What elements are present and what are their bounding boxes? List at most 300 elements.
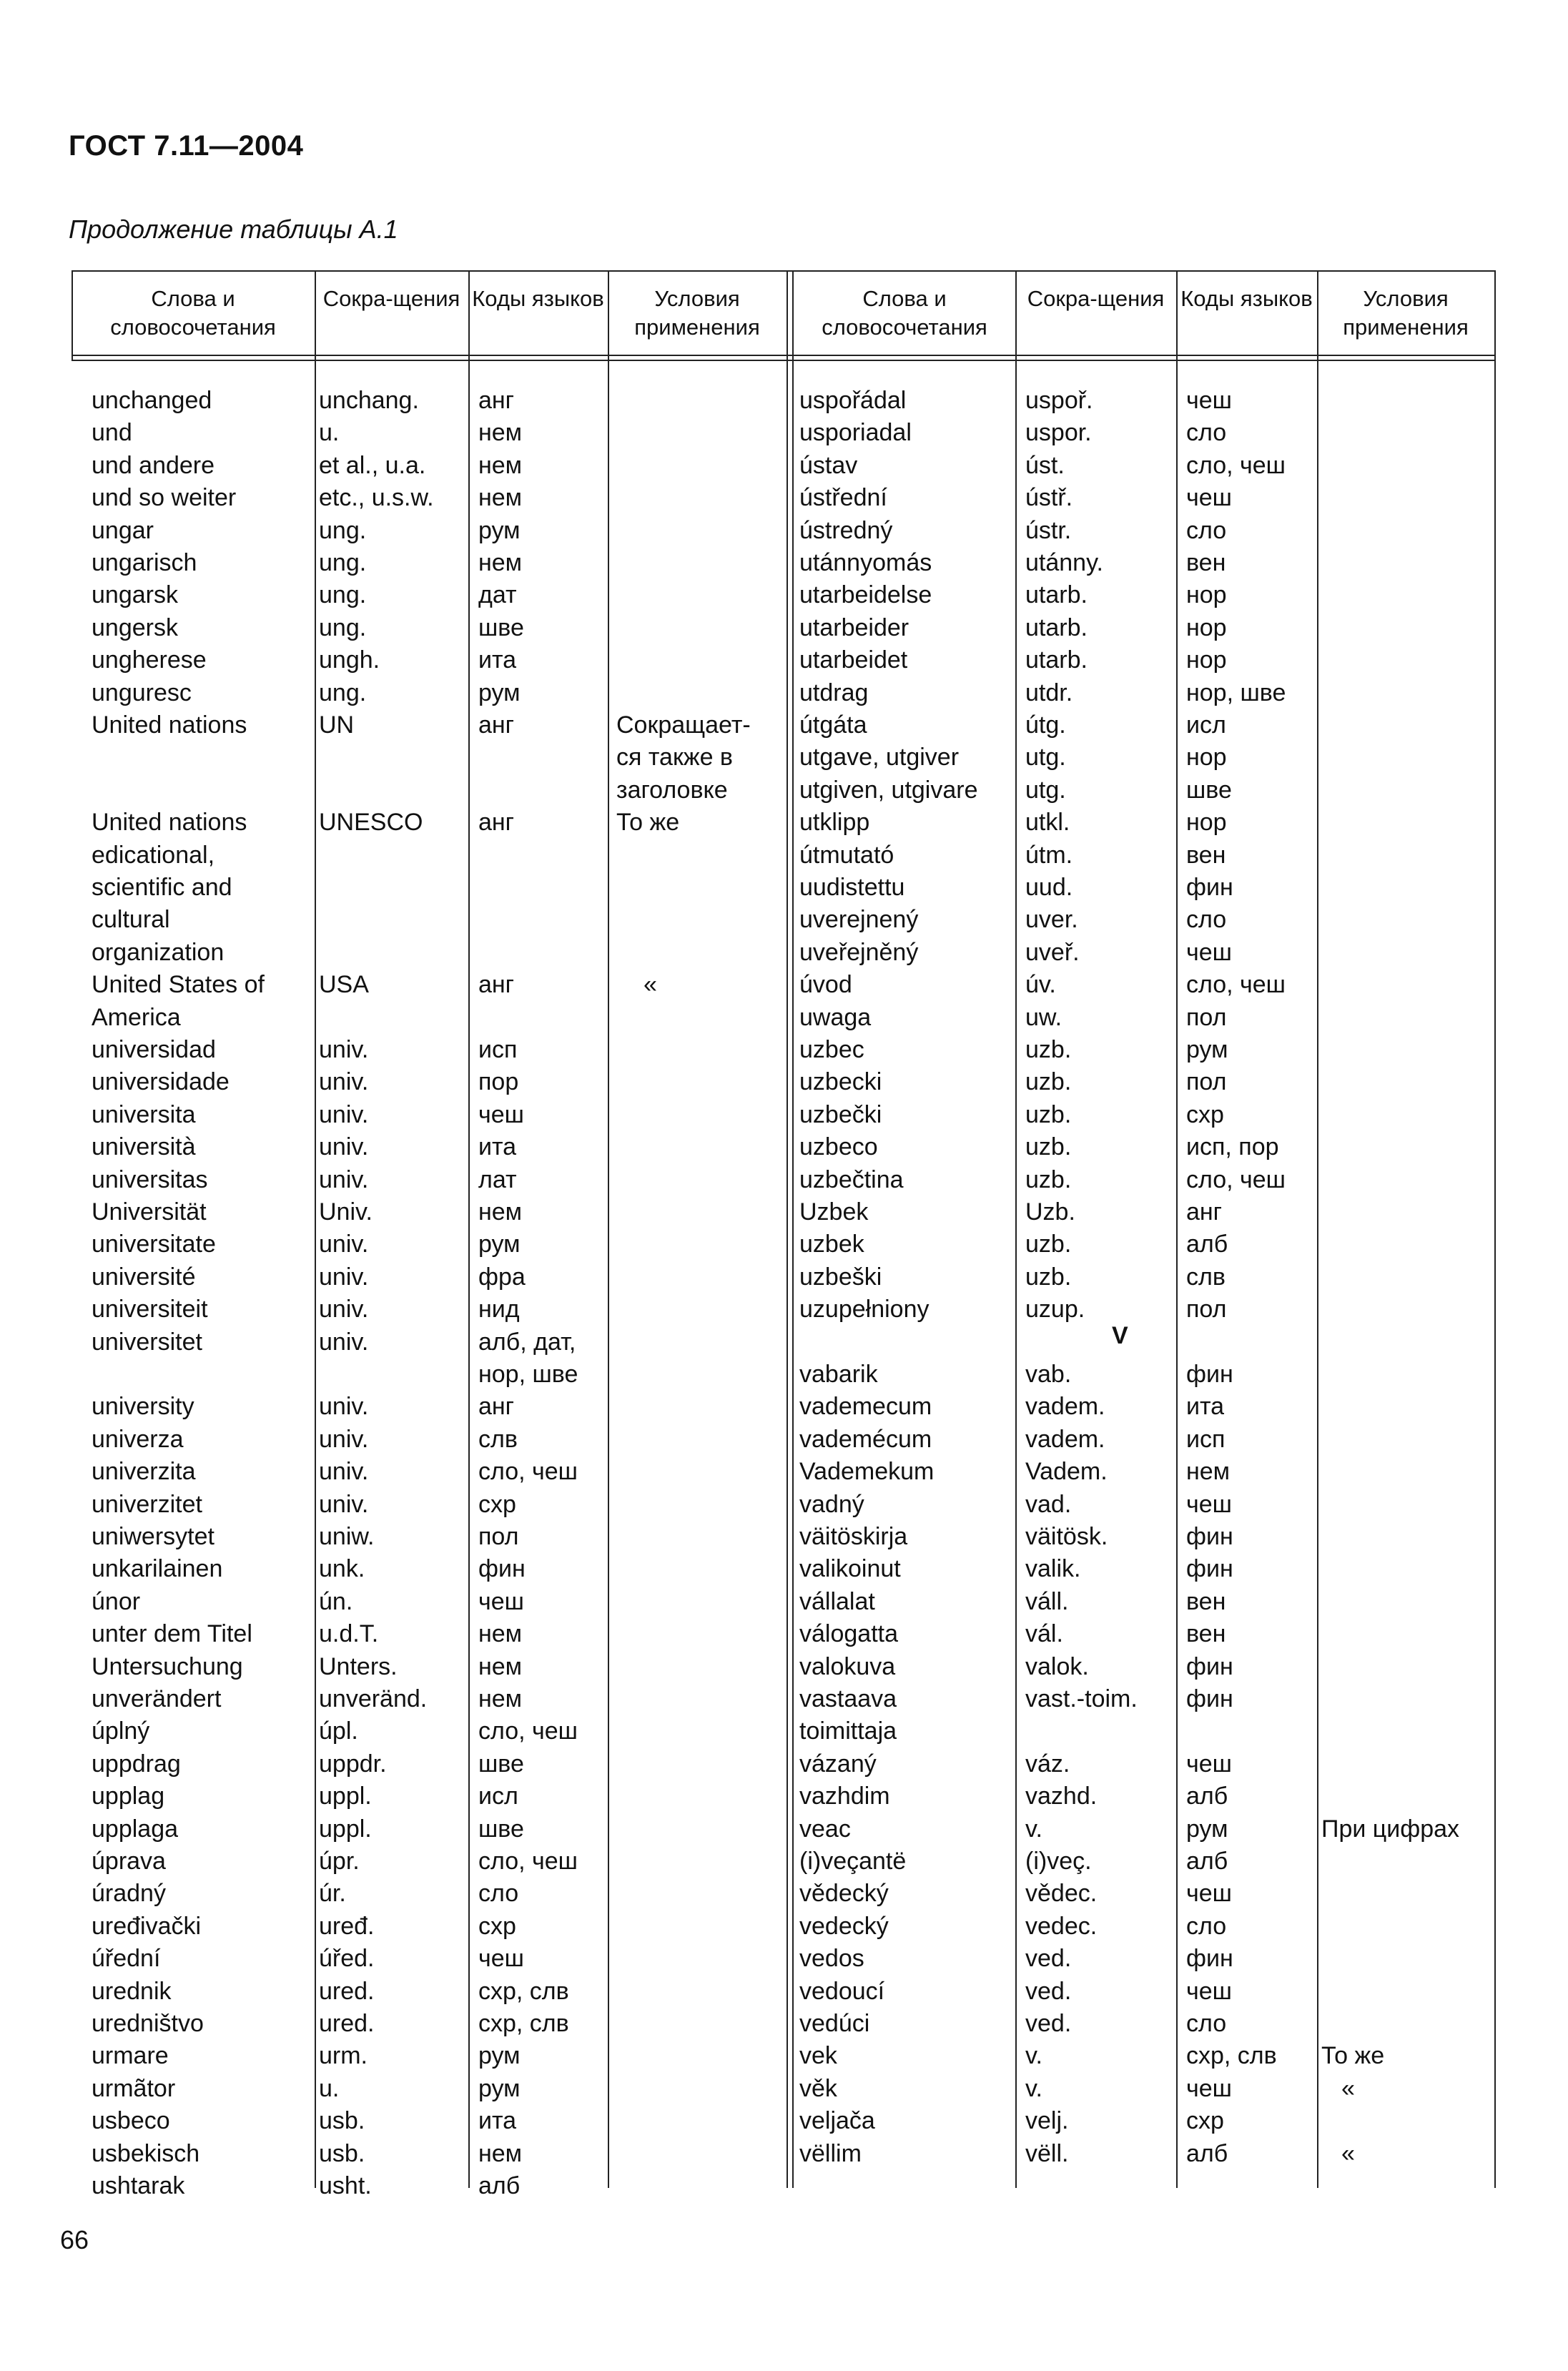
abbreviation-cell: usb. [319, 2139, 365, 2167]
abbreviation-cell: uud. [1025, 874, 1073, 901]
word-cell: und [92, 419, 132, 447]
language-code-cell: анг [1186, 1198, 1223, 1226]
word-cell: universidad [92, 1036, 216, 1063]
word-cell: universita [92, 1100, 196, 1128]
abbreviation-cell: ved. [1025, 1977, 1072, 2005]
abbreviation-cell: Unters. [319, 1652, 398, 1680]
condition-cell: « [1341, 2074, 1355, 2102]
column-divider [1317, 270, 1318, 2188]
abbreviation-cell: UNESCO [319, 809, 423, 837]
language-code-cell: анг [478, 1393, 515, 1421]
abbreviation-cell: uzb. [1025, 1133, 1072, 1161]
abbreviation-cell: väitösk. [1025, 1523, 1108, 1550]
language-code-cell: чеш [1186, 1977, 1232, 2005]
language-code-cell: схр [478, 1490, 516, 1518]
abbreviation-cell: UN [319, 711, 355, 739]
language-code-cell: схр [1186, 2107, 1224, 2135]
abbreviation-cell: Uzb. [1025, 1198, 1075, 1226]
language-code-cell: вен [1186, 1620, 1226, 1648]
abbreviation-cell: ured. [319, 2010, 375, 2037]
language-code-cell: слв [478, 1425, 518, 1453]
word-cell: ungarsk [92, 581, 178, 609]
language-code-cell: нор [1186, 646, 1227, 674]
language-code-cell: нем [478, 1685, 523, 1712]
abbreviation-cell: úv. [1025, 971, 1056, 999]
word-cell: und andere [92, 451, 215, 479]
language-code-cell: нем [1186, 1458, 1231, 1486]
word-cell: uredništvo [92, 2010, 204, 2037]
abbreviation-cell: ústr. [1025, 516, 1072, 544]
word-cell: edicational, [92, 841, 215, 869]
abbreviation-cell: uzb. [1025, 1068, 1072, 1096]
abbreviation-cell: univ. [319, 1296, 369, 1323]
language-code-cell: вен [1186, 549, 1226, 576]
language-code-cell: сло [1186, 906, 1227, 934]
language-code-cell: сло, чеш [1186, 451, 1286, 479]
abbreviation-cell: uzb. [1025, 1231, 1072, 1258]
abbreviation-cell: ung. [319, 549, 367, 576]
language-code-cell: чеш [478, 1945, 524, 1973]
word-cell: vademécum [799, 1425, 932, 1453]
abbreviation-cell: uzb. [1025, 1263, 1072, 1291]
word-cell: úradný [92, 1880, 166, 1908]
header-conditions: Условия применения [1343, 286, 1469, 340]
condition-cell: заголовке [616, 776, 728, 804]
language-code-cell: чеш [1186, 387, 1232, 414]
abbreviation-cell: vab. [1025, 1361, 1072, 1388]
word-cell: vëllim [799, 2139, 862, 2167]
language-code-cell: ита [1186, 1393, 1225, 1421]
abbreviation-cell: uzup. [1025, 1296, 1085, 1323]
word-cell: (i)veçantë [799, 1848, 907, 1875]
abbreviation-cell: vadem. [1025, 1425, 1105, 1453]
abbreviation-cell: (i)veç. [1025, 1848, 1092, 1875]
word-cell: utarbeidet [799, 646, 908, 674]
abbreviation-cell: ungh. [319, 646, 380, 674]
condition-cell: При цифрах [1321, 1815, 1460, 1843]
word-cell: unkarilainen [92, 1555, 223, 1583]
word-cell: vadný [799, 1490, 864, 1518]
abbreviation-cell: univ. [319, 1100, 369, 1128]
abbreviation-cell: ústř. [1025, 484, 1073, 512]
language-code-cell: сло [478, 1880, 519, 1908]
word-cell: utgave, utgiver [799, 744, 960, 772]
language-code-cell: чеш [1186, 2074, 1232, 2102]
section-letter-v: V [1112, 1321, 1128, 1349]
column-divider [1015, 270, 1017, 2188]
word-cell: unter dem Titel [92, 1620, 252, 1648]
word-cell: vázaný [799, 1750, 877, 1778]
language-code-cell: сло, чеш [1186, 971, 1286, 999]
language-code-cell: чеш [478, 1100, 524, 1128]
header-rule [72, 355, 1494, 356]
word-cell: úprava [92, 1848, 166, 1875]
word-cell: vabarik [799, 1361, 878, 1388]
word-cell: uppdrag [92, 1750, 181, 1778]
condition-cell: То же [1321, 2042, 1385, 2070]
abbreviation-cell: uw. [1025, 1003, 1062, 1031]
word-cell: Vademekum [799, 1458, 935, 1486]
word-cell: upplaga [92, 1815, 179, 1843]
header-abbreviations: Сокра-щения [1027, 286, 1165, 311]
language-code-cell: пол [1186, 1296, 1227, 1323]
language-code-cell: пор [478, 1068, 519, 1096]
abbreviation-cell: uspoř. [1025, 387, 1093, 414]
abbreviation-cell: ún. [319, 1587, 353, 1615]
language-code-cell: нор, шве [478, 1361, 578, 1388]
word-cell: usbekisch [92, 2139, 200, 2167]
condition-cell: Сокращает- [616, 711, 751, 739]
word-cell: uzbek [799, 1231, 864, 1258]
language-code-cell: схр [478, 1912, 516, 1940]
abbreviation-cell: univ. [319, 1263, 369, 1291]
language-code-cell: чеш [1186, 1490, 1232, 1518]
language-code-cell: сло [1186, 419, 1227, 447]
language-code-cell: рум [478, 2074, 521, 2102]
language-code-cell: фин [1186, 1523, 1233, 1550]
language-code-cell: нем [478, 1198, 523, 1226]
word-cell: utgiven, utgivare [799, 776, 978, 804]
abbreviation-cell: uveř. [1025, 938, 1080, 966]
language-code-cell: чеш [1186, 938, 1232, 966]
abbreviation-cell: univ. [319, 1231, 369, 1258]
word-cell: uzbec [799, 1036, 864, 1063]
word-cell: vastaava [799, 1685, 897, 1712]
abbreviation-cell: ung. [319, 581, 367, 609]
word-cell: vedúci [799, 2010, 870, 2037]
word-cell: ungarisch [92, 549, 197, 576]
abbreviation-cell: uspor. [1025, 419, 1092, 447]
abbreviation-cell: utg. [1025, 776, 1066, 804]
abbreviation-cell: utg. [1025, 744, 1066, 772]
word-cell: usbeco [92, 2107, 170, 2135]
abbreviation-cell: ved. [1025, 2010, 1072, 2037]
word-cell: univerzitet [92, 1490, 202, 1518]
table-top-border [72, 270, 1494, 272]
language-code-cell: сло, чеш [478, 1848, 578, 1875]
language-code-cell: анг [478, 387, 515, 414]
condition-cell: « [644, 971, 657, 999]
word-cell: unchanged [92, 387, 212, 414]
abbreviation-cell: uppdr. [319, 1750, 387, 1778]
column-divider [608, 270, 609, 2188]
abbreviation-cell: úr. [319, 1880, 346, 1908]
abbreviation-cell: usb. [319, 2107, 365, 2135]
abbreviation-cell: Univ. [319, 1198, 373, 1226]
word-cell: uzupełniony [799, 1296, 930, 1323]
language-code-cell: шве [1186, 776, 1232, 804]
language-code-cell: рум [1186, 1036, 1228, 1063]
language-code-cell: алб, дат, [478, 1328, 576, 1356]
word-cell: utarbeider [799, 613, 909, 641]
page-number: 66 [60, 2225, 89, 2254]
language-code-cell: фин [1186, 1685, 1233, 1712]
word-cell: válogatta [799, 1620, 898, 1648]
language-code-cell: шве [478, 613, 524, 641]
abbreviation-cell: uppl. [319, 1815, 372, 1843]
abbreviation-cell: etc., u.s.w. [319, 484, 434, 512]
language-code-cell: рум [478, 1231, 521, 1258]
abbreviation-cell: uniw. [319, 1523, 375, 1550]
word-cell: vědecký [799, 1880, 889, 1908]
language-code-cell: алб [1186, 2139, 1228, 2167]
header-rule-double [72, 360, 1494, 361]
language-code-cell: нем [478, 419, 523, 447]
language-code-cell: схр, слв [1186, 2042, 1277, 2070]
language-code-cell: анг [478, 711, 515, 739]
language-code-cell: фин [1186, 1555, 1233, 1583]
word-cell: universitas [92, 1165, 208, 1193]
language-code-cell: сло, чеш [1186, 1165, 1286, 1193]
abbreviation-cell: univ. [319, 1036, 369, 1063]
abbreviation-cell: v. [1025, 1815, 1042, 1843]
word-cell: uwaga [799, 1003, 872, 1031]
abbreviation-cell: v. [1025, 2042, 1042, 2070]
abbreviation-cell: váll. [1025, 1587, 1069, 1615]
abbreviation-cell: utarb. [1025, 581, 1088, 609]
abbreviation-cell: univ. [319, 1068, 369, 1096]
word-cell: vedoucí [799, 1977, 885, 2005]
language-code-cell: шве [478, 1815, 524, 1843]
language-code-cell: нор [1186, 613, 1227, 641]
language-code-cell: нем [478, 1620, 523, 1648]
language-code-cell: ита [478, 2107, 517, 2135]
abbreviation-cell: uver. [1025, 906, 1078, 934]
abbreviation-cell: vedec. [1025, 1912, 1098, 1940]
abbreviation-cell: velj. [1025, 2107, 1069, 2135]
abbreviation-cell: ung. [319, 613, 367, 641]
language-code-cell: чеш [1186, 1880, 1232, 1908]
word-cell: ungar [92, 516, 154, 544]
language-code-cell: фин [478, 1555, 526, 1583]
word-cell: veljača [799, 2107, 875, 2135]
language-code-cell: нор, шве [1186, 679, 1286, 706]
language-code-cell: сло, чеш [478, 1458, 578, 1486]
language-code-cell: фин [1186, 1945, 1233, 1973]
abbreviation-cell: úřed. [319, 1945, 375, 1973]
abbreviation-cell: vëll. [1025, 2139, 1069, 2167]
word-cell: valokuva [799, 1652, 896, 1680]
word-cell: urmãtor [92, 2074, 176, 2102]
word-cell: únor [92, 1587, 141, 1615]
abbreviation-cell: univ. [319, 1425, 369, 1453]
abbreviation-cell: uppl. [319, 1783, 372, 1810]
word-cell: und so weiter [92, 484, 237, 512]
abbreviation-cell: vadem. [1025, 1393, 1105, 1421]
word-cell: úvod [799, 971, 852, 999]
language-code-cell: исл [478, 1783, 518, 1810]
word-cell: cultural [92, 906, 170, 934]
word-cell: toimittaja [799, 1717, 897, 1745]
word-cell: uveřejněný [799, 938, 919, 966]
word-cell: ústredný [799, 516, 893, 544]
table-caption: Продолжение таблицы А.1 [69, 215, 398, 244]
abbreviation-cell: útm. [1025, 841, 1073, 869]
language-code-cell: нем [478, 1652, 523, 1680]
language-code-cell: нид [478, 1296, 520, 1323]
abbreviation-cell: univ. [319, 1490, 369, 1518]
language-code-cell: исп [478, 1036, 518, 1063]
abbreviation-cell: ung. [319, 679, 367, 706]
language-code-cell: пол [1186, 1068, 1227, 1096]
language-code-cell: анг [478, 971, 515, 999]
language-code-cell: рум [478, 516, 521, 544]
abbreviation-cell: útg. [1025, 711, 1066, 739]
language-code-cell: вен [1186, 1587, 1226, 1615]
word-cell: univerza [92, 1425, 184, 1453]
word-cell: universidade [92, 1068, 230, 1096]
language-code-cell: фин [1186, 1361, 1233, 1388]
word-cell: ungersk [92, 613, 178, 641]
abbreviation-cell: univ. [319, 1165, 369, 1193]
abbreviation-cell: vál. [1025, 1620, 1063, 1648]
word-cell: universitet [92, 1328, 202, 1356]
word-cell: ungherese [92, 646, 207, 674]
language-code-cell: слв [1186, 1263, 1226, 1291]
language-code-cell: пол [478, 1523, 519, 1550]
word-cell: valikoinut [799, 1555, 901, 1583]
word-cell: veac [799, 1815, 851, 1843]
language-code-cell: чеш [1186, 1750, 1232, 1778]
language-code-cell: фин [1186, 1652, 1233, 1680]
language-code-cell: ита [478, 1133, 517, 1161]
abbreviation-cell: unk. [319, 1555, 365, 1583]
abbreviation-cell: vazhd. [1025, 1783, 1098, 1810]
word-cell: università [92, 1133, 196, 1161]
word-cell: ushtarak [92, 2172, 185, 2199]
column-divider [787, 270, 788, 2188]
abbreviation-cell: úpl. [319, 1717, 358, 1745]
word-cell: organization [92, 938, 225, 966]
language-code-cell: алб [1186, 1231, 1228, 1258]
column-divider [468, 270, 470, 2188]
word-cell: universitate [92, 1231, 216, 1258]
abbreviation-cell: univ. [319, 1458, 369, 1486]
word-cell: vedos [799, 1945, 864, 1973]
language-code-cell: вен [1186, 841, 1226, 869]
word-cell: útgáta [799, 711, 867, 739]
abbreviation-cell: u. [319, 419, 340, 447]
abbreviation-cell: vast.-toim. [1025, 1685, 1138, 1712]
abbreviation-cell: unchang. [319, 387, 419, 414]
word-cell: uzbečtina [799, 1165, 904, 1193]
word-cell: univerzita [92, 1458, 196, 1486]
language-code-cell: нор [1186, 809, 1227, 837]
language-code-cell: ита [478, 646, 517, 674]
language-code-cell: фин [1186, 874, 1233, 901]
word-cell: uzbecki [799, 1068, 882, 1096]
word-cell: urednik [92, 1977, 172, 2005]
abbreviation-cell: úst. [1025, 451, 1065, 479]
language-code-cell: исп, пор [1186, 1133, 1279, 1161]
word-cell: väitöskirja [799, 1523, 908, 1550]
word-cell: vállalat [799, 1587, 875, 1615]
abbreviation-cell: utkl. [1025, 809, 1070, 837]
language-code-cell: схр, слв [478, 2010, 569, 2037]
language-code-cell: рум [478, 679, 521, 706]
condition-cell: То же [616, 809, 680, 837]
word-cell: utdrag [799, 679, 869, 706]
language-code-cell: фра [478, 1263, 526, 1291]
language-code-cell: нем [478, 451, 523, 479]
word-cell: ústřední [799, 484, 887, 512]
word-cell: urmare [92, 2042, 169, 2070]
abbreviation-cell: ved. [1025, 1945, 1072, 1973]
word-cell: utánnyomás [799, 549, 932, 576]
word-cell: United nations [92, 711, 247, 739]
word-cell: uniwersytet [92, 1523, 215, 1550]
abbreviation-cell: urm. [319, 2042, 368, 2070]
word-cell: université [92, 1263, 196, 1291]
abbreviation-cell: et al., u.a. [319, 451, 426, 479]
language-code-cell: нем [478, 2139, 523, 2167]
word-cell: Uzbek [799, 1198, 869, 1226]
condition-cell: « [1341, 2139, 1355, 2167]
word-cell: United nations [92, 809, 247, 837]
word-cell: utklipp [799, 809, 870, 837]
word-cell: vazhdim [799, 1783, 890, 1810]
word-cell: uverejnený [799, 906, 919, 934]
language-code-cell: шве [478, 1750, 524, 1778]
word-cell: unguresc [92, 679, 192, 706]
language-code-cell: пол [1186, 1003, 1227, 1031]
condition-cell: ся также в [616, 744, 733, 772]
word-cell: věk [799, 2074, 837, 2102]
language-code-cell: исп [1186, 1425, 1226, 1453]
language-code-cell: рум [478, 2042, 521, 2070]
language-code-cell: алб [478, 2172, 521, 2199]
abbreviation-cell: u. [319, 2074, 340, 2102]
abbreviation-cell: usht. [319, 2172, 372, 2199]
abbreviation-cell: uređ. [319, 1912, 375, 1940]
word-cell: úřední [92, 1945, 161, 1973]
table-right-border [1494, 270, 1496, 2188]
word-cell: university [92, 1393, 194, 1421]
word-cell: uzbeški [799, 1263, 882, 1291]
language-code-cell: сло [1186, 1912, 1227, 1940]
word-cell: útmutató [799, 841, 894, 869]
word-cell: vedecký [799, 1912, 889, 1940]
abbreviation-cell: váz. [1025, 1750, 1070, 1778]
abbreviation-cell: vědec. [1025, 1880, 1098, 1908]
language-code-cell: рум [1186, 1815, 1228, 1843]
language-code-cell: дат [478, 581, 517, 609]
abbreviation-cell: univ. [319, 1328, 369, 1356]
document-header: ГОСТ 7.11—2004 [69, 130, 304, 162]
abbreviation-cell: ured. [319, 1977, 375, 2005]
column-divider [315, 270, 316, 2188]
word-cell: Universität [92, 1198, 207, 1226]
abbreviation-cell: USA [319, 971, 369, 999]
abbreviation-cell: v. [1025, 2074, 1042, 2102]
word-cell: United States of [92, 971, 265, 999]
word-cell: unverändert [92, 1685, 222, 1712]
language-code-cell: сло [1186, 516, 1227, 544]
word-cell: upplag [92, 1783, 165, 1810]
language-code-cell: алб [1186, 1783, 1228, 1810]
abbreviation-cell: ung. [319, 516, 367, 544]
language-code-cell: нем [478, 549, 523, 576]
header-words: Слова и словосочетания [822, 286, 987, 340]
header-abbreviations: Сокра-щения [322, 286, 460, 311]
word-cell: scientific and [92, 874, 232, 901]
language-code-cell: сло [1186, 2010, 1227, 2037]
abbreviation-cell: utarb. [1025, 613, 1088, 641]
language-code-cell: исл [1186, 711, 1226, 739]
abbreviation-cell: valok. [1025, 1652, 1089, 1680]
abbreviation-cell: utánny. [1025, 549, 1104, 576]
word-cell: uzbeco [799, 1133, 878, 1161]
